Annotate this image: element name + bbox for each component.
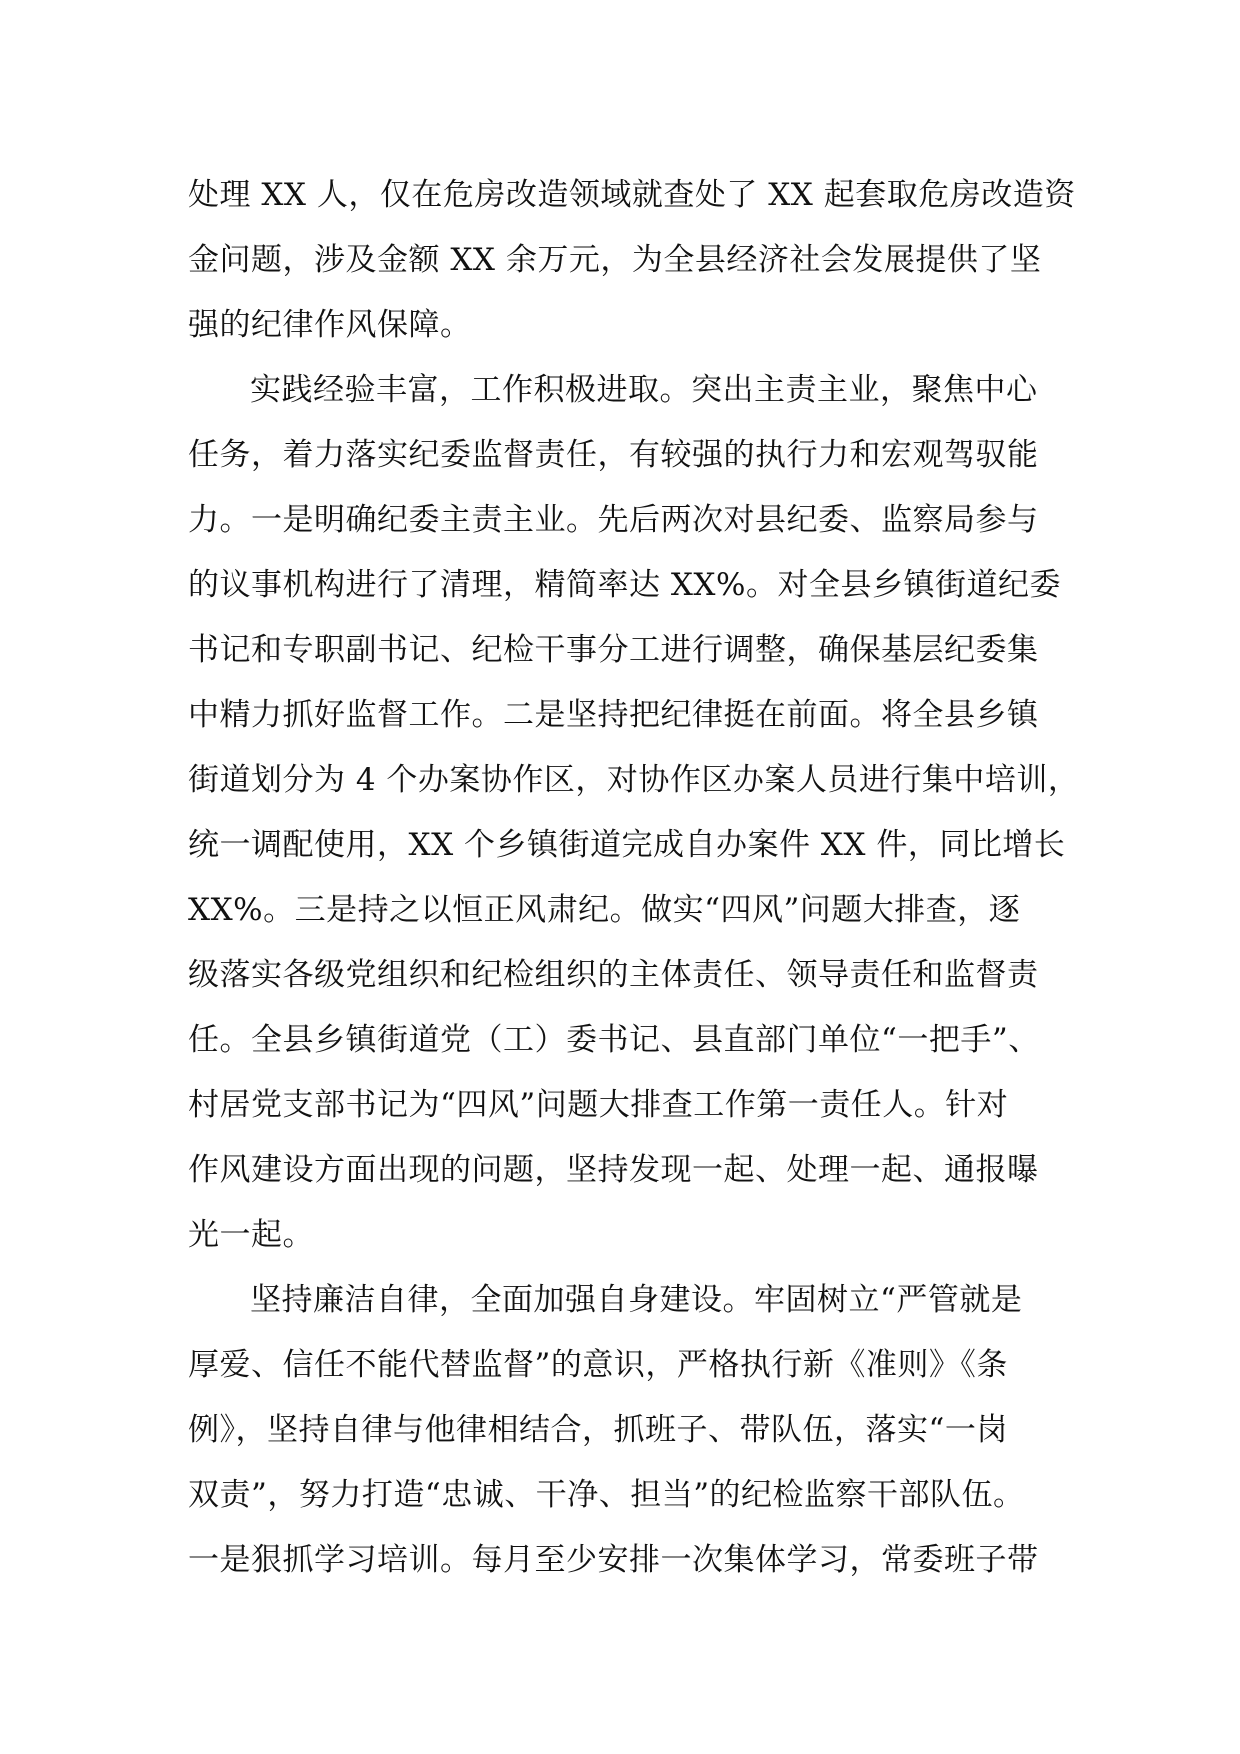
- text-line: 例》，坚持自律与他律相结合，抓班子、带队伍，落实“一岗: [188, 1412, 1008, 1448]
- text-line: 处理 XX 人，仅在危房改造领域就查处了 XX 起套取危房改造资: [188, 177, 1076, 213]
- text-line: 的议事机构进行了清理，精简率达 XX%。对全县乡镇街道纪委: [188, 567, 1061, 603]
- paragraph-start-line: 坚持廉洁自律，全面加强自身建设。牢固树立“严管就是: [250, 1282, 1023, 1318]
- text-line: 强的纪律作风保障。: [188, 307, 472, 343]
- text-line: 一是狠抓学习培训。每月至少安排一次集体学习，常委班子带: [188, 1542, 1039, 1578]
- text-line: 级落实各级党组织和纪检组织的主体责任、领导责任和监督责: [188, 957, 1039, 993]
- text-line: 统一调配使用，XX 个乡镇街道完成自办案件 XX 件，同比增长: [188, 827, 1066, 863]
- text-line: 街道划分为 4 个办案协作区，对协作区办案人员进行集中培训，: [188, 762, 1080, 798]
- text-line: 书记和专职副书记、纪检干事分工进行调整，确保基层纪委集: [188, 632, 1039, 668]
- text-line: 中精力抓好监督工作。二是坚持把纪律挺在前面。将全县乡镇: [188, 697, 1039, 733]
- text-line: 村居党支部书记为“四风”问题大排查工作第一责任人。针对: [188, 1087, 1009, 1123]
- document-body: [188, 163, 1088, 1593]
- text-line: XX%。三是持之以恒正风肃纪。做实“四风”问题大排查，逐: [188, 892, 1021, 928]
- text-line: 光一起。: [188, 1217, 314, 1253]
- text-line: 厚爱、信任不能代替监督”的意识，严格执行新《准则》《条: [188, 1347, 1008, 1383]
- text-line: 力。一是明确纪委主责主业。先后两次对县纪委、监察局参与: [188, 502, 1039, 538]
- paragraph-start-line: 实践经验丰富，工作积极进取。突出主责主业，聚焦中心: [250, 372, 1038, 408]
- text-line: 金问题，涉及金额 XX 余万元，为全县经济社会发展提供了坚: [188, 242, 1042, 278]
- text-line: 任务，着力落实纪委监督责任，有较强的执行力和宏观驾驭能: [188, 437, 1039, 473]
- text-line: 双责”，努力打造“忠诚、干净、担当”的纪检监察干部队伍。: [188, 1477, 1025, 1513]
- text-line: 任。全县乡镇街道党（工）委书记、县直部门单位“一把手”、: [188, 1022, 1040, 1058]
- text-line: 作风建设方面出现的问题，坚持发现一起、处理一起、通报曝: [188, 1152, 1039, 1188]
